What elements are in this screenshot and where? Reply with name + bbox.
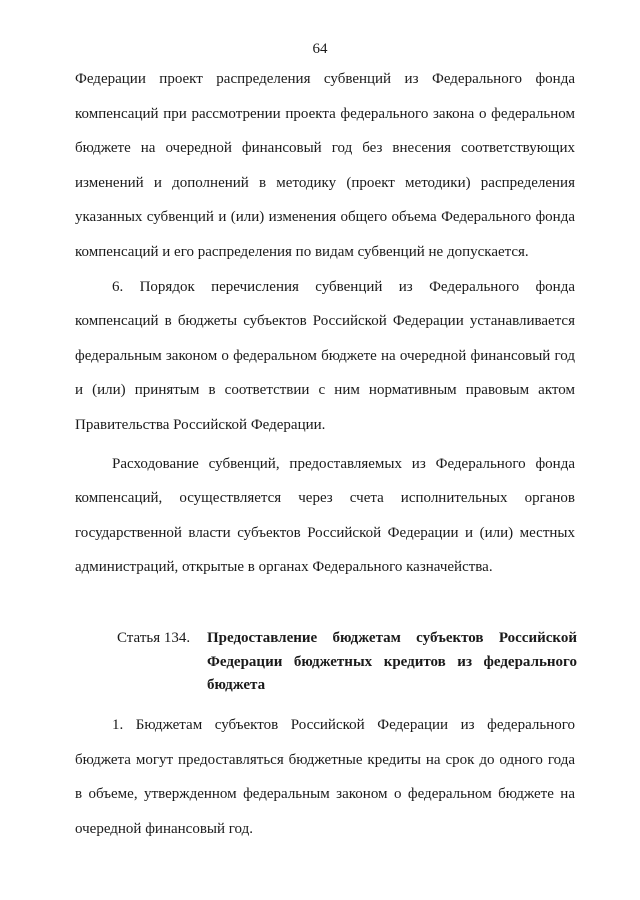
article-heading [117,627,577,698]
paragraph-item-1: 1. Бюджетам субъектов Российской Федерации из федерального бюджета могут предоставляться бюджетные кредиты на срок до одного года в объеме, утвержденном федеральным законом о федеральном бюджете на очередной финансовый год. [75,717,575,837]
paragraph-continuation: Федерации проект распределения субвенций из Федерального фонда компенсаций при рассмотрении проекта федерального закона о федеральном бюджете на очередной финансовый год без внесения соответствующих изменений и дополнений в методику (проект методики) распределения указанных субвенций и (или) изменения общего объема Федерального фонда компенсаций и его распределения по видам субвенций не допускается. [75,71,575,260]
paragraph-expenditure: Расходование субвенций, предоставляемых из Федерального фонда компенсаций, осуществляется через счета исполнительных органов государственной власти субъектов Российской Федерации и (или) местных администраций, открытые в органах Федерального казначейства. [75,455,575,576]
document-body-bottom [75,708,575,846]
article-title: Предоставление бюджетам субъектов Российской Федерации бюджетных кредитов из федерального бюджета [207,630,577,693]
article-number: Статья 134. [117,630,191,646]
page-number: 64 [312,41,328,57]
document-body-top [75,62,575,585]
paragraph-item-6: 6. Порядок перечисления субвенций из Федерального фонда компенсаций в бюджеты субъектов Российской Федерации устанавливается федеральным законом о федеральном бюджете на очередной финансовый год и (или) принятым в соответствии с ним нормативным правовым актом Правительства Российской Федерации. [75,278,575,433]
